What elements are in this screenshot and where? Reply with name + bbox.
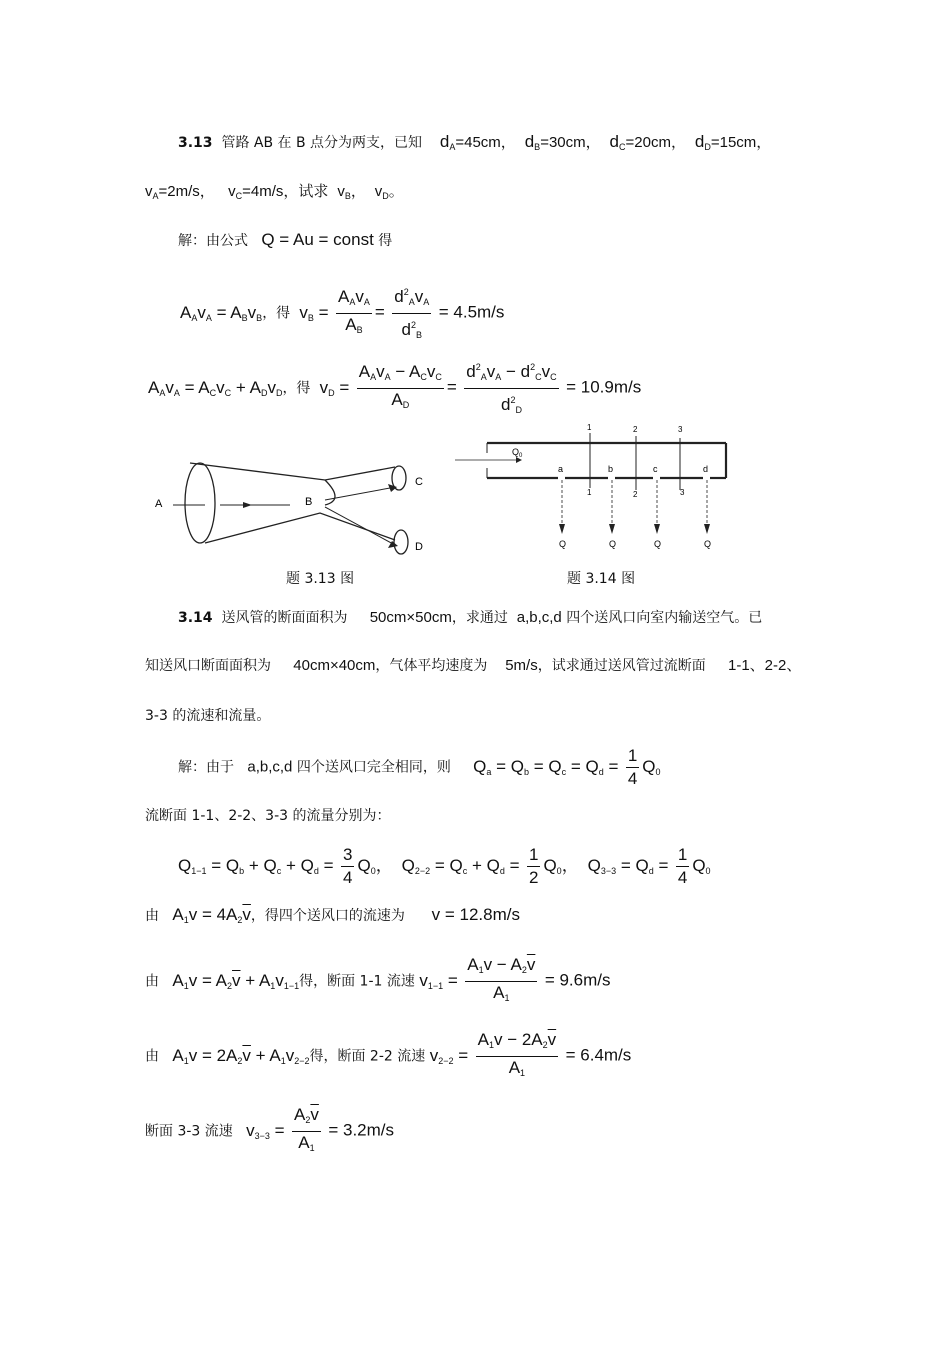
avg-speed: 5m/s (505, 657, 538, 674)
you: 由 (145, 908, 159, 924)
label-C: C (415, 476, 423, 488)
section-1-top: 1 (587, 423, 592, 432)
derivation-section-2: 由 $A_1v = 2A_2\overline{v} + A_1v_{2-2}$得，断面 2-2 流速 $v_{2-2}$ = $\frac{A_1v - 2A_2\overline{v}}{A_1}$ = 6.4m/s (145, 1030, 632, 1078)
given-dB: $d_B=30cm$， (524, 132, 601, 152)
derivation-outlet-speed: 由 $A_1v = 4A_2\overline{v}$，得四个送风口的流速为 v = 12.8m/s (145, 905, 520, 925)
unknown-vB: $v_B$， (337, 183, 366, 201)
unknown-vD: $v_D$。 (374, 183, 404, 201)
duct-area: 50cm×50cm (369, 609, 452, 626)
solution-label: 解：由公式 (178, 233, 248, 249)
eq1-result: = 4.5m/s (438, 302, 505, 322)
derivation-section-3: 断面 3-3 流速 $v_{3-3}$ = $\frac{A_2\overline{v}}{A_1}$ = 3.2m/s (145, 1105, 395, 1153)
outlet-b-flow: Q (609, 539, 617, 549)
given-dA: $d_A=45cm$， (439, 132, 516, 152)
you: 由 (145, 1048, 159, 1065)
problem-314-line2 (145, 656, 801, 676)
given-dC: $d_C=20cm$， (609, 132, 686, 152)
figure-313-branching-pipe (145, 455, 445, 560)
label-B: B (305, 496, 313, 508)
section-2-bottom: 2 (633, 490, 638, 499)
d4-text: 断面 3-3 流速 (145, 1123, 233, 1140)
stmt1: 送风管的断面面积为 (221, 610, 348, 626)
section-flows: $Q_{1-1} = Q_b + Q_c + Q_d$ = $\frac{3}{4}$ $Q_0$， $Q_{2-2} = Q_c + Q_d$ = $\frac{1}{2}$ $Q_0$， $Q_{3-3} = Q_d$ = $\frac{1}{4}$ $Q_0$ (178, 845, 711, 887)
stmt2: ，求通过 (451, 610, 508, 626)
derivation-section-1: 由 $A_1v = A_2\overline{v} + A_1v_{1-1}$得，断面 1-1 流速 $v_{1-1}$ = $\frac{A_1v - A_2\overline{v}}{A_1}$ = 9.6m/s (145, 955, 611, 1003)
line3: 3-3 的流速和流量。 (145, 708, 271, 724)
sol1a: 解：由于 (178, 759, 234, 776)
outlet-d: d (703, 464, 709, 474)
outlet-c: c (653, 464, 658, 474)
outlet-a: a (558, 464, 564, 474)
figure-313-caption: 题 3.13 图 (286, 571, 355, 587)
given-vA: $v_A=2m/s$， (145, 183, 215, 201)
outlet-b: b (608, 464, 614, 474)
problem-314-line3 (145, 706, 270, 726)
continuity-formula: Q = Au = const (261, 230, 374, 249)
sol1b: 四个送风口完全相同，则 (296, 759, 451, 776)
d1-result: v = 12.8m/s (431, 905, 520, 924)
solution-313-intro (178, 230, 392, 251)
eq2-result: = 10.9m/s (566, 377, 642, 397)
problem-number: 3.14 (178, 610, 213, 626)
label-D: D (415, 541, 423, 553)
sections: 1-1、2-2、 (727, 657, 802, 674)
eq2-de: ，得 (282, 380, 311, 397)
stmt3: 四个送风口向室内输送空气。已 (566, 610, 763, 626)
solution-de: 得 (378, 233, 393, 249)
d4-result: = 3.2m/s (328, 1120, 395, 1140)
d2-text: 得，断面 1-1 流速 (299, 973, 415, 990)
equation-vD: $A_Av_A = A_Cv_C + A_Dv_D$，得 $v_D$ = $\frac{A_Av_A - A_Cv_C}{A_D}$ = $\frac{d^2_Av_A - d^2_Cv_C}{d^2_D}$ = 10.9m/s (148, 357, 641, 420)
section-3-top: 3 (678, 425, 683, 434)
d3-result: = 6.4m/s (565, 1045, 632, 1065)
problem-number: 3.13 (178, 135, 213, 151)
outlet-a-flow: Q (559, 539, 567, 549)
eq1-de: ，得 (262, 305, 291, 322)
problem-statement: 管路 AB 在 B 点分为两支，已知 (221, 135, 423, 151)
outlet-d-flow: Q (704, 539, 712, 549)
equation-vB: $A_Av_A = A_Bv_B$，得 $v_B$ = $\frac{A_Av_A}{A_B}$ = $\frac{d^2_Av_A}{d^2_B}$ = 4.5m/s (180, 282, 504, 345)
section-1-bottom: 1 (587, 488, 592, 497)
d2-result: = 9.6m/s (544, 970, 611, 990)
problem-313-line1 (178, 132, 771, 157)
problem-313-line2 (145, 182, 404, 206)
line2a: 知送风口断面面积为 (145, 658, 271, 674)
line2c: ，试求通过送风管过流断面 (537, 658, 706, 674)
flow-intro: 流断面 1-1、2-2、3-3 的流量分别为： (145, 808, 391, 824)
line2b: ，气体平均速度为 (375, 658, 488, 674)
outlet-list: a,b,c,d (516, 609, 562, 626)
given-dD: $d_D=15cm$， (694, 132, 772, 152)
d1-text: ，得四个送风口的流速为 (250, 908, 405, 924)
problem-314-line1 (178, 608, 762, 628)
figure-314-air-duct (450, 418, 735, 558)
outlet-list: a,b,c,d (247, 758, 293, 776)
outlet-c-flow: Q (654, 539, 662, 549)
figure-314-caption: 题 3.14 图 (567, 571, 636, 587)
section-3-bottom: 3 (680, 488, 685, 497)
d3-text: 得，断面 2-2 流速 (309, 1048, 426, 1065)
outlet-area: 40cm×40cm (293, 657, 376, 674)
given-vC: $v_C=4m/s$，试求 (228, 183, 329, 201)
label-Q0: $Q_0$ (512, 447, 523, 459)
you: 由 (145, 973, 159, 990)
section-2-top: 2 (633, 425, 638, 434)
label-A: A (155, 498, 163, 510)
solution-314-intro: 解：由于 a,b,c,d 四个送风口完全相同，则 $Q_a = Q_b = Q_c = Q_d$ = $\frac{1}{4}$ $Q_0$ (178, 746, 661, 788)
